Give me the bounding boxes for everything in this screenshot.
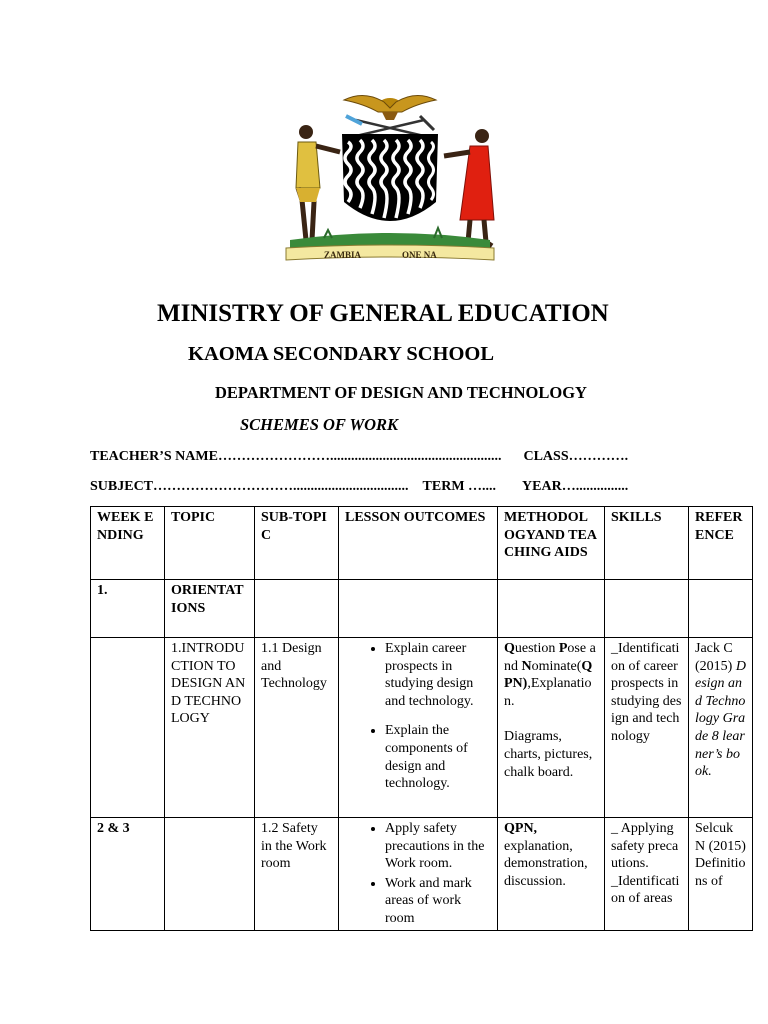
cell-subtopic: 1.2 Safety in the Work room [255, 818, 339, 931]
cell-subtopic [255, 580, 339, 638]
list-item: • Explain career prospects in studying design and technology. [385, 640, 491, 710]
subject-field: SUBJECT…………………………................................. [90, 479, 409, 494]
cell-week: 1. [91, 580, 165, 638]
header-lesson-outcomes: LESSON OUTCOMES [339, 507, 498, 580]
cell-skills: _ Applying safety precautions. _Identification of areas [605, 818, 689, 931]
shield-icon [342, 134, 438, 221]
teaching-aids-text: Diagrams, charts, pictures, chalk board. [504, 729, 593, 780]
man-figure-icon [296, 125, 340, 246]
cell-topic: ORIENTATIONS [165, 580, 255, 638]
document-title: SCHEMES OF WORK [240, 415, 399, 434]
cell-subtopic: 1.1 Design and Technology [255, 638, 339, 818]
cell-week: 2 & 3 [91, 818, 165, 931]
cell-skills [605, 580, 689, 638]
methodology-text: Question Pose and Nominate(QPN),Explanation. [504, 641, 596, 709]
cell-topic [165, 818, 255, 931]
class-field: CLASS…………. [523, 449, 629, 464]
cell-outcomes [339, 638, 498, 818]
table-header-row [91, 507, 753, 580]
cell-reference [689, 580, 753, 638]
header-week-ending: WEEK ENDING [91, 507, 165, 580]
scheme-of-work-table [90, 506, 753, 931]
motto-left-text: ZAMBIA [324, 250, 362, 260]
header-methodology: METHODOLOGYAND TEACHING AIDS [498, 507, 605, 580]
header-reference: REFERENCE [689, 507, 753, 580]
cell-week [91, 638, 165, 818]
cell-methodology: QPN, explanation, demonstration, discussion. [498, 818, 605, 931]
table-row [91, 580, 753, 638]
department-name: DEPARTMENT OF DESIGN AND TECHNOLOGY [215, 383, 587, 402]
term-field: TERM ….... [422, 479, 497, 494]
year-field: YEAR…............... [522, 479, 629, 494]
table-row [91, 818, 753, 931]
header-sub-topic: SUB-TOPIC [255, 507, 339, 580]
teacher-name-field: TEACHER’S NAME……………………................................................. [90, 449, 502, 464]
list-item: • Explain the components of design and technology. [385, 722, 491, 792]
cell-outcomes [339, 818, 498, 931]
cell-reference: Selcuk N (2015) Definitions of [689, 818, 753, 931]
table-row [91, 638, 753, 818]
cell-topic: 1.INTRODUCTION TO DESIGN AND TECHNOLOGY [165, 638, 255, 818]
woman-figure-icon [444, 129, 494, 246]
school-name: KAOMA SECONDARY SCHOOL [188, 343, 495, 365]
ministry-title: MINISTRY OF GENERAL EDUCATION [157, 300, 609, 327]
list-item: • Work and mark areas of work room [385, 875, 491, 928]
coat-of-arms-emblem [284, 90, 496, 262]
motto-right-text: ONE NA [402, 250, 437, 260]
cell-outcomes [339, 580, 498, 638]
header-skills: SKILLS [605, 507, 689, 580]
header-topic: TOPIC [165, 507, 255, 580]
cell-methodology [498, 638, 605, 818]
cell-skills: _Identification of career prospects in studying design and technology [605, 638, 689, 818]
list-item: • Apply safety precautions in the Work room. [385, 820, 491, 873]
cell-reference: Jack C (2015) Design and Technology Grade 8 learner’s book. [689, 638, 753, 818]
subject-term-year-line [90, 479, 628, 495]
teacher-class-line [90, 449, 628, 465]
cell-methodology [498, 580, 605, 638]
